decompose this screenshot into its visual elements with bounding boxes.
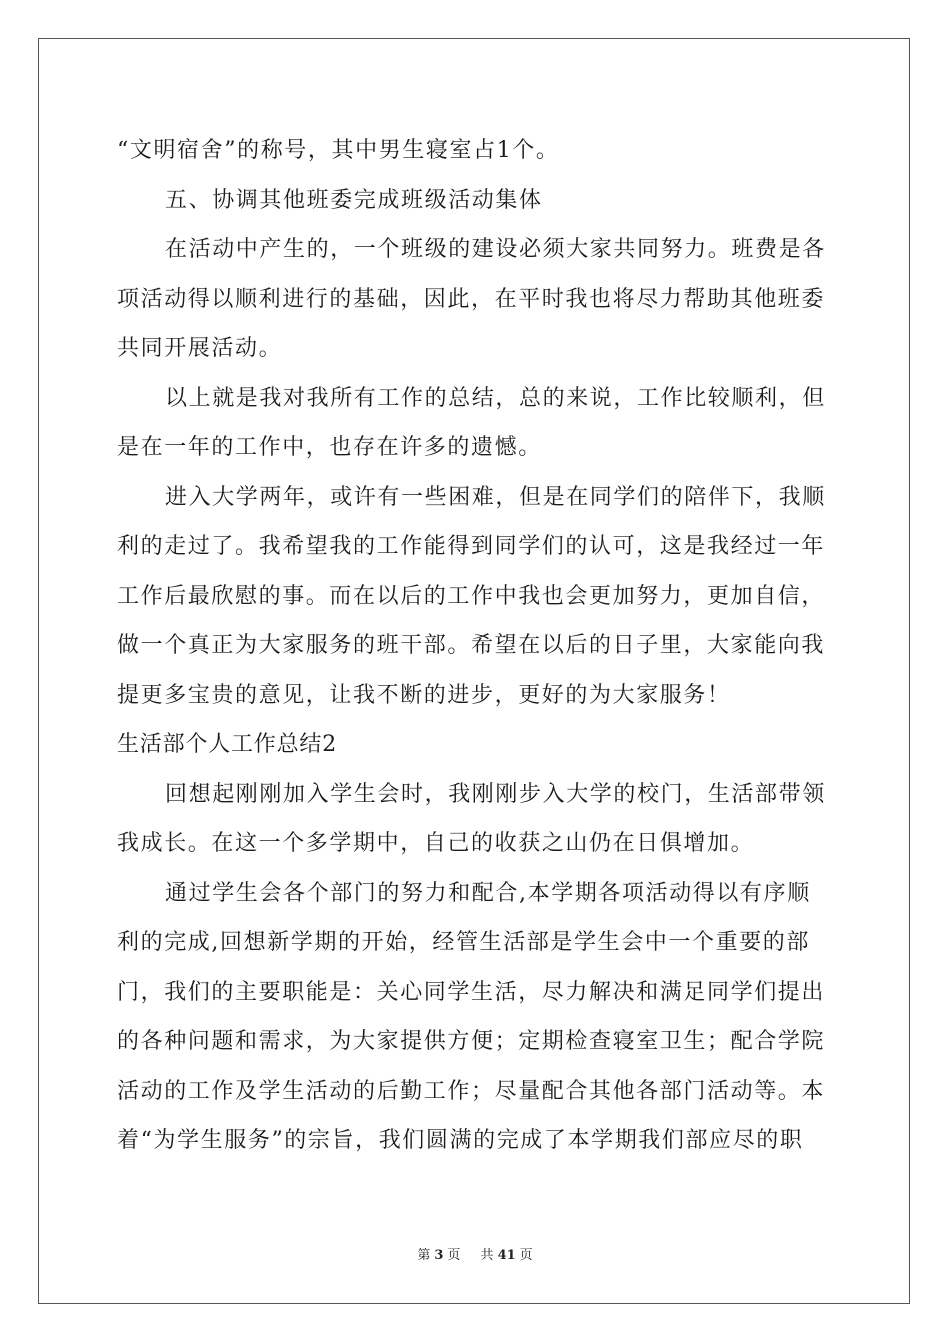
text-line-17: 利的完成,回想新学期的开始，经管生活部是学生会中一个重要的部 bbox=[117, 930, 810, 955]
article-title: 生活部个人工作总结2 bbox=[117, 732, 337, 757]
text-line-11: 做一个真正为大家服务的班干部。希望在以后的日子里，大家能向我 bbox=[117, 633, 826, 658]
total-pages: 41 bbox=[497, 1248, 516, 1263]
total-indicator bbox=[477, 1248, 537, 1263]
text-line-5: 共同开展活动。 bbox=[117, 336, 283, 361]
text-line-14: 回想起刚刚加入学生会时，我刚刚步入大学的校门，生活部带领 bbox=[165, 781, 826, 807]
section-heading-five: 五、协调其他班委完成班级活动集体 bbox=[165, 187, 543, 213]
text-line-18: 门，我们的主要职能是：关心同学生活，尽力解决和满足同学们提出 bbox=[117, 979, 826, 1005]
text-line-8: 进入大学两年，或许有一些困难，但是在同学们的陪伴下，我顺 bbox=[165, 484, 826, 510]
page-footer bbox=[0, 1244, 950, 1263]
total-suffix: 页 bbox=[519, 1248, 533, 1263]
text-line-9: 利的走过了。我希望我的工作能得到同学们的认可，这是我经过一年 bbox=[117, 534, 826, 559]
text-line-15: 我成长。在这一个多学期中，自己的收获之山仍在日俱增加。 bbox=[117, 831, 755, 856]
page-prefix: 第 bbox=[417, 1248, 431, 1263]
page-suffix: 页 bbox=[447, 1248, 461, 1263]
text-line-12: 提更多宝贵的意见，让我不断的进步，更好的为大家服务！ bbox=[117, 682, 731, 708]
document-body bbox=[117, 126, 835, 1166]
page-indicator bbox=[413, 1248, 464, 1263]
text-line-10: 工作后最欣慰的事。而在以后的工作中我也会更加努力，更加自信， bbox=[117, 583, 826, 609]
text-line-1: “文明宿舍”的称号，其中男生寝室占1个。 bbox=[117, 138, 560, 163]
page-number: 3 bbox=[434, 1248, 444, 1263]
total-prefix: 共 bbox=[480, 1248, 494, 1263]
text-line-4: 项活动得以顺利进行的基础，因此，在平时我也将尽力帮助其他班委 bbox=[117, 286, 826, 312]
text-line-21: 着“为学生服务”的宗旨，我们圆满的完成了本学期我们部应尽的职 bbox=[117, 1128, 804, 1153]
text-line-6: 以上就是我对我所有工作的总结，总的来说，工作比较顺利，但 bbox=[165, 385, 826, 411]
text-line-3: 在活动中产生的，一个班级的建设必须大家共同努力。班费是各 bbox=[165, 237, 826, 262]
text-line-7: 是在一年的工作中，也存在许多的遗憾。 bbox=[117, 435, 542, 460]
text-line-19: 的各种问题和需求，为大家提供方便；定期检查寝室卫生；配合学院 bbox=[117, 1029, 826, 1054]
text-line-20: 活动的工作及学生活动的后勤工作；尽量配合其他各部门活动等。本 bbox=[117, 1078, 826, 1104]
text-line-16: 通过学生会各个部门的努力和配合,本学期各项活动得以有序顺 bbox=[165, 880, 811, 906]
